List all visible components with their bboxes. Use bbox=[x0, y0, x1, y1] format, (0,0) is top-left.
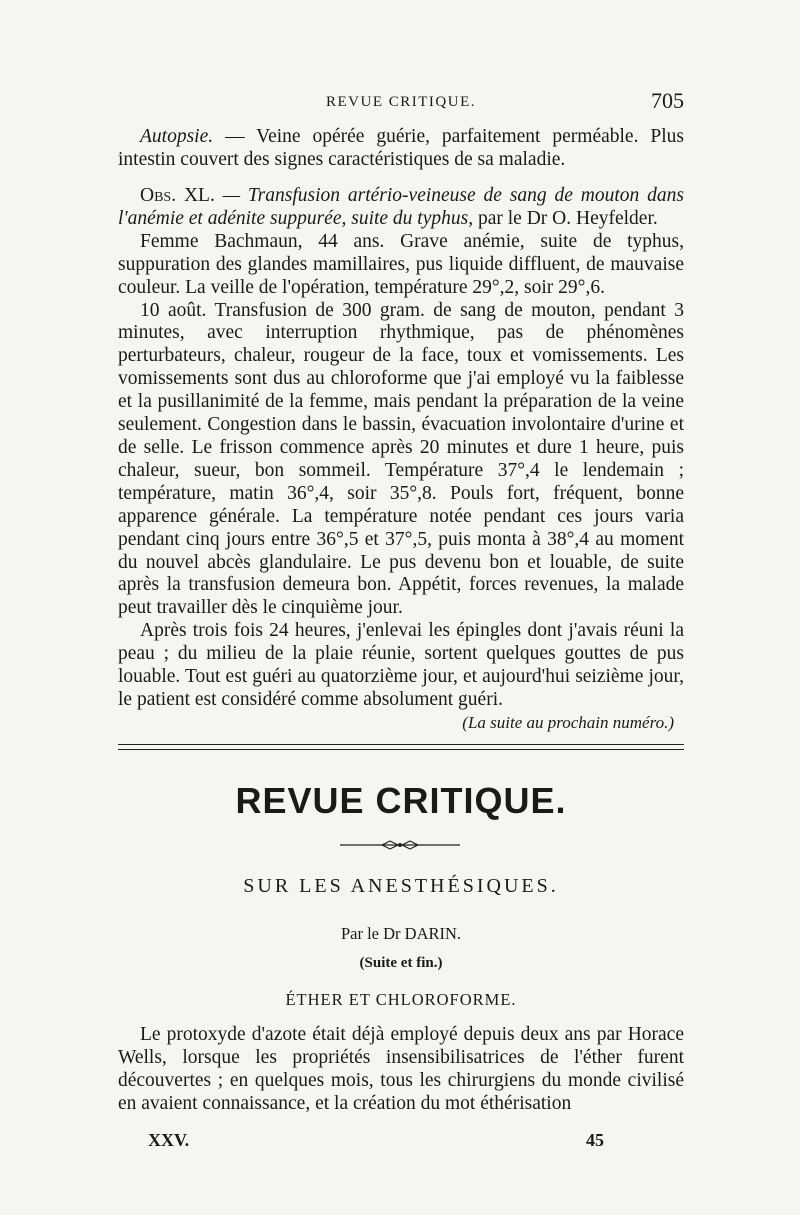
autopsy-text: — Veine opérée guérie, parfaitement perméable. Plus intestin couvert des signes caractéristiques de sa maladie. bbox=[118, 126, 684, 170]
section-divider-thin bbox=[118, 749, 684, 750]
continued-note: (La suite au prochain numéro.) bbox=[462, 712, 674, 732]
observation-block bbox=[118, 185, 684, 735]
page-footer bbox=[148, 1130, 604, 1156]
observation-title: — Transfusion artério-veineuse de sang de mouton dans l'anémie et adénite suppurée, suite du typhus, bbox=[118, 185, 685, 229]
article-paragraph: Le protoxyde d'azote était déjà employé depuis deux ans par Horace Wells, lorsque les propriétés insensibilisatrices de l'éther furent découvertes ; en quelques mois, tous les chirurgiens du monde civilisé en avaient connaissance, et la création du mot éthérisation bbox=[118, 1024, 684, 1114]
running-header bbox=[118, 88, 684, 118]
article-subtitle: SUR LES ANESTHÉSIQUES. bbox=[243, 875, 559, 897]
observation-paragraph-2: 10 août. Transfusion de 300 gram. de sang de mouton, pendant 3 minutes, avec interruption rhythmique, pas de phénomènes perturbateurs, chaleur, rougeur de la face, toux et vomissements. Les vomissements sont dus au chloroforme que j'ai employé vu la faiblesse et la pusillanimité de la femme, mais pendant la préparation de la veine seulement. Congestion dans le bassin, évacuation involontaire d'urine et de selle. Le frisson commence après 20 minutes et dure 1 heure, puis chaleur, sueur, bon sommeil. Température 37°,4 le lendemain ; température, matin 36°,4, soir 35°,8. Pouls fort, fréquent, bonne apparence générale. La température notée pendant ces jours varia pendant cinq jours entre 36°,5 et 37°,5, puis monta à 38°,4 au moment du nouvel abcès glandulaire. Le pus devenu bon et louable, de suite après la transfusion demeura bon. Appétit, forces revenues, la malade peut travailler dès le cinquième jour. bbox=[118, 299, 684, 619]
ornament-icon bbox=[340, 838, 460, 852]
article-body bbox=[118, 1024, 684, 1116]
subsection-heading: ÉTHER ET CHLOROFORME. bbox=[285, 990, 517, 1009]
page-number: 705 bbox=[651, 88, 684, 113]
observation-label: Obs. XL. bbox=[140, 185, 215, 206]
running-title: REVUE CRITIQUE. bbox=[326, 94, 476, 110]
article-byline: Par le Dr DARIN. bbox=[340, 924, 462, 943]
section-divider-thick bbox=[118, 744, 684, 745]
observation-paragraph-1: Femme Bachmaun, 44 ans. Grave anémie, suite de typhus, suppuration des glandes mamillaires, pus liquide diffluent, de mauvaise couleur. La veille de l'opération, température 29°,2, soir 29°,6. bbox=[118, 230, 684, 298]
section-title: REVUE CRITIQUE. bbox=[235, 780, 567, 821]
sheet-number: 45 bbox=[586, 1130, 604, 1150]
observation-author: par le Dr O. Heyfelder. bbox=[473, 207, 658, 229]
autopsy-label: Autopsie. bbox=[140, 126, 214, 147]
autopsy-paragraph bbox=[118, 126, 684, 172]
observation-paragraph-3: Après trois fois 24 heures, j'enlevai les épingles dont j'avais réuni la peau ; du milieu de la plaie réunie, sortent quelques gouttes de pus louable. Tout est guéri au quatorzième jour, et aujourd'hui seizième jour, le patient est considéré comme absolument guéri. bbox=[118, 620, 684, 710]
continuation-note: (Suite et fin.) bbox=[359, 955, 443, 971]
signature-mark: XXV. bbox=[148, 1130, 190, 1150]
